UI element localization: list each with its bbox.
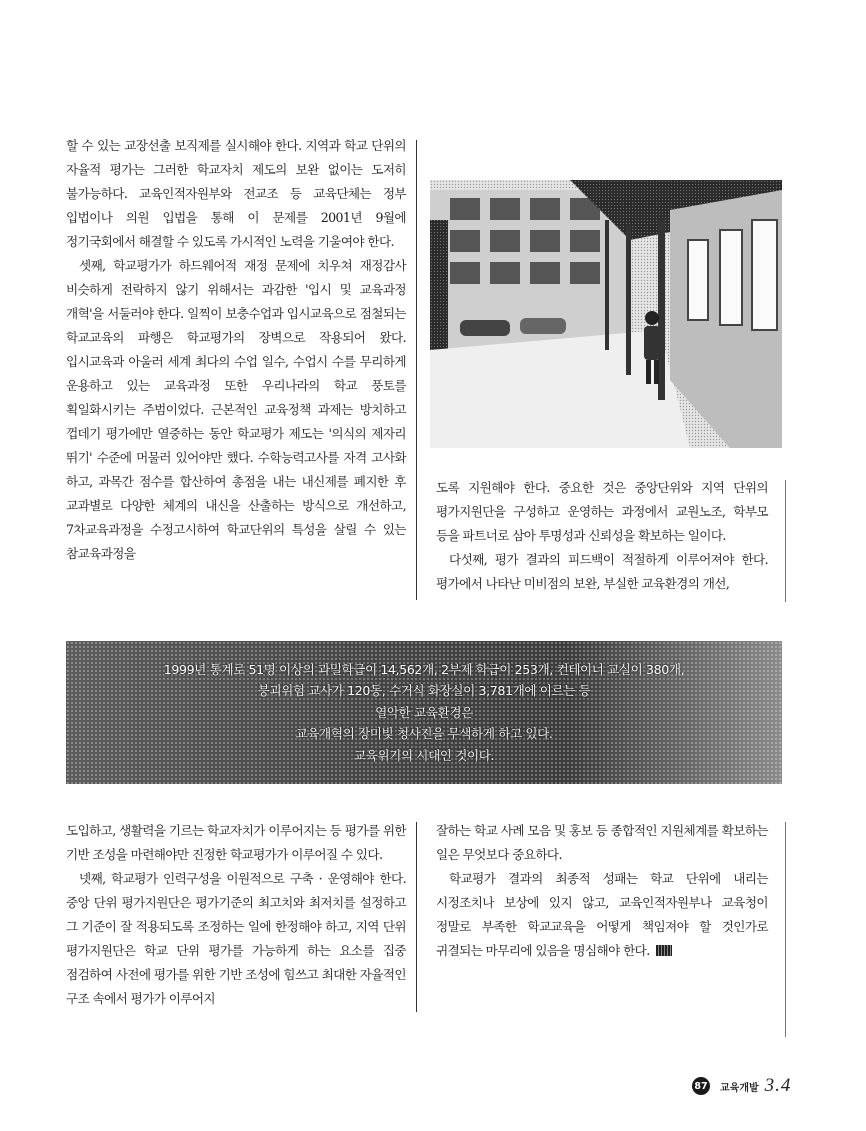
bottom-right-column bbox=[436, 819, 768, 963]
banner-line: 열악한 교육환경은 bbox=[375, 704, 473, 720]
banner-line: 붕괴위험 교사가 120동, 수거식 화장실이 3,781개에 이르는 등 bbox=[257, 683, 591, 699]
body-paragraph: 도록 지원해야 한다. 중요한 것은 중앙단위와 지역 단위의 평가지원단을 구성하고 운영하는 과정에서 교원노조, 학부모 등을 파트너로 삼아 투명성과 신뢰성을 확보하는 일이다. bbox=[436, 480, 768, 543]
closing-paragraph bbox=[436, 867, 768, 963]
issue-number: 3.4 bbox=[764, 1075, 792, 1096]
body-paragraph: 넷째, 학교평가 인력구성을 이원적으로 구축 · 운영해야 한다. 중앙 단위 평가지원단은 평가기준의 최고치와 최저치를 설정하고 그 기준이 잘 적용되도록 조정하는 일에 한정해야 하고, 지역 단위 평가지원단은 학교 단위 평가를 가능하게 하는 요소를 집중 점검하여 사전에 평가를 위한 기반 조성에 힘쓰고 최대한 자율적인 구조 속에서 평가가 이루어지 bbox=[66, 871, 406, 1006]
body-paragraph: 다섯째, 평가 결과의 피드백이 적절하게 이루어져야 한다. 평가에서 나타난 미비점의 보완, 부실한 교육환경의 개선, bbox=[436, 552, 768, 591]
top-left-column bbox=[66, 134, 406, 566]
column-rule bbox=[416, 140, 417, 600]
body-paragraph-text: 학교평가 결과의 최종적 성패는 학교 단위에 내리는 시정조치나 보상에 있지 않고, 교육인적자원부나 교육청이 정말로 부족한 학교교육을 어떻게 책임져야 할 것인가로 귀결되는 마무리에 있음을 명심해야 한다. bbox=[436, 871, 768, 958]
banner-line: 1999년 통계로 51명 이상의 과밀학급이 14,562개, 2부제 학급이 253개, 컨테이너 교실이 380개, bbox=[163, 662, 685, 677]
magazine-name: 교육개발 bbox=[720, 1082, 759, 1094]
body-paragraph: 할 수 있는 교장선출 보직제를 실시해야 한다. 지역과 학교 단위의 자율적 평가는 그러한 학교자치 제도의 보완 없이는 도저히 불가능하다. 교육인적자원부와 전교조 등 교육단체는 정부 입법이나 의원 입법을 통해 이 문제를 2001년 9월에 정기국회에서 해결할 수 있도록 가시적인 노력을 기울여야 한다. bbox=[66, 138, 406, 249]
column-rule bbox=[785, 822, 786, 1037]
photo-illustration bbox=[430, 180, 782, 448]
banner-line: 교육개혁의 장미빛 청사진을 무색하게 하고 있다. bbox=[295, 726, 553, 742]
body-paragraph: 도입하고, 생활력을 기르는 학교자치가 이루어지는 등 평가를 위한 기반 조성을 마련해야만 진정한 학교평가가 이루어질 수 있다. bbox=[66, 823, 406, 862]
statistics-banner bbox=[66, 641, 782, 784]
page-number: 87 bbox=[692, 1077, 710, 1095]
body-paragraph: 잘하는 학교 사례 모음 및 홍보 등 종합적인 지원체계를 확보하는 일은 무엇보다 중요하다. bbox=[436, 823, 768, 862]
column-rule bbox=[416, 822, 417, 1012]
column-rule bbox=[785, 480, 786, 602]
body-paragraph: 셋째, 학교평가가 하드웨어적 재정 문제에 치우쳐 재정감사 비슷하게 전락하지 않기 위해서는 과감한 '입시 및 교육과정 개혁'을 서둘러야 한다. 일찍이 보충수업과 입시교육으로 점철되는 학교교육의 파행은 학교평가의 장벽으로 작용되어 왔다. 입시교육과 아울러 세계 최다의 수업 일수, 수업시 수를 무리하게 운용하고 있는 교육과정 또한 우리나라의 학교 풍토를 획일화시키는 주범이었다. 근본적인 교육정책 과제는 방치하고 껍데기 평가에만 열중하는 동안 학교평가 제도는 '의식의 제자리 뛰기' 수준에 머물러 있어야만 했다. 수학능력고사를 자격 고사화 하고, 과목간 점수를 합산하여 총점을 내는 내신제를 폐지한 후 교과별로 다양한 체계의 내신을 산출하는 방식으로 개선하고, 7차교육과정을 수정고시하여 학교단위의 특성을 살릴 수 있는 참교육과정을 bbox=[66, 258, 406, 561]
banner-line: 교육위기의 시대인 것이다. bbox=[353, 747, 495, 763]
top-right-column bbox=[436, 476, 768, 596]
banner-text bbox=[66, 659, 782, 766]
school-corridor-photo bbox=[430, 180, 782, 448]
article-end-icon bbox=[656, 945, 672, 956]
bottom-left-column bbox=[66, 819, 406, 1011]
page-footer bbox=[692, 1074, 791, 1098]
